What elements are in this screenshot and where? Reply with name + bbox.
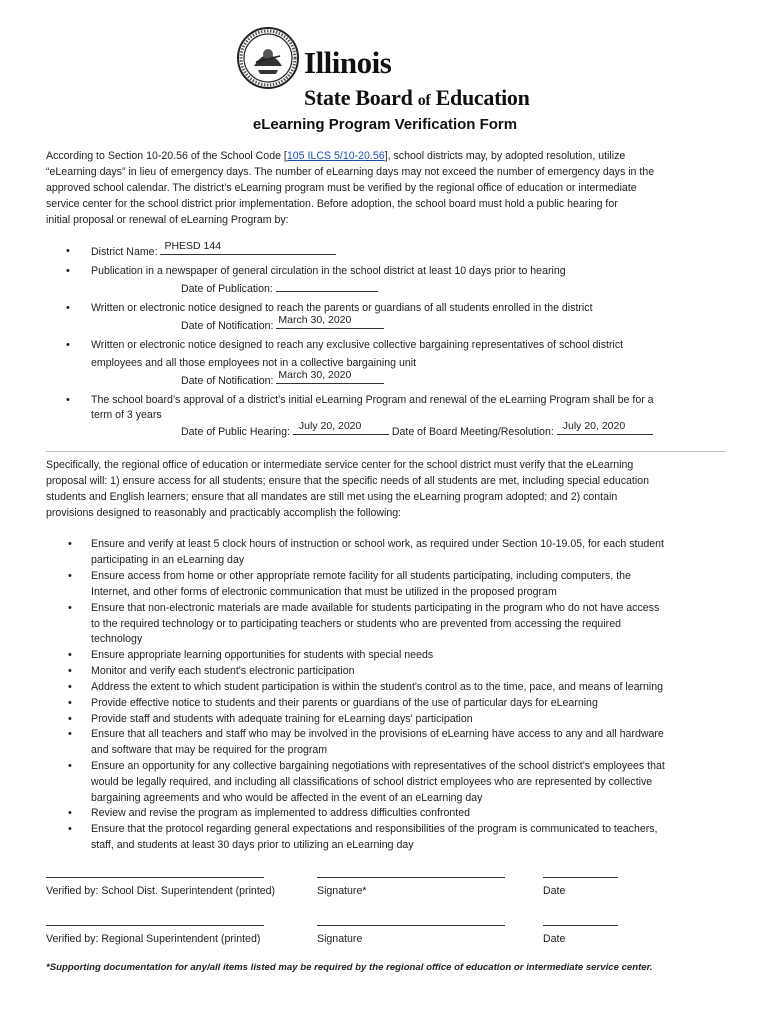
notice1-date-label: Date of Notification: bbox=[181, 320, 277, 332]
meeting-date-field[interactable] bbox=[557, 420, 653, 435]
bullet-icon: • bbox=[68, 649, 72, 661]
meeting-date-label: Date of Board Meeting/Resolution: bbox=[391, 426, 557, 438]
notice2-date-row bbox=[181, 369, 384, 389]
hearing-date-label: Date of Public Hearing: bbox=[181, 426, 293, 438]
notice2-date-value: March 30, 2020 bbox=[278, 369, 352, 381]
district-name-field[interactable] bbox=[160, 240, 336, 255]
intro-line-3: approved school calendar. The district’s eLearning program must be verified by the regional office of education or intermediate bbox=[46, 182, 637, 194]
intro-line-1a: According to Section 10-20.56 of the School Code [ bbox=[46, 150, 287, 162]
intro-line-5: initial proposal or renewal of eLearning Program by: bbox=[46, 214, 289, 226]
notice1-date-value: March 30, 2020 bbox=[278, 314, 352, 326]
bullet-icon: • bbox=[68, 823, 72, 835]
verify-line-2: proposal will: 1) ensure access for all students; ensure that the specific needs of all students are met, including special education bbox=[46, 475, 650, 487]
publication-date-row bbox=[181, 280, 378, 297]
verify-line-1: Specifically, the regional office of education or intermediate service center for the school district must verify that the eLearning bbox=[46, 459, 634, 471]
state-seal-icon bbox=[236, 26, 300, 90]
date-2-label: Date bbox=[543, 933, 566, 945]
publication-line: Publication in a newspaper of general circulation in the school district at least 10 days prior to hearing bbox=[91, 265, 566, 277]
bullet-icon: • bbox=[68, 760, 72, 772]
section-divider bbox=[46, 451, 726, 452]
logo-sub-a: State Board bbox=[304, 85, 418, 110]
bullet-icon: • bbox=[68, 697, 72, 709]
notice1-date-row bbox=[181, 314, 384, 334]
requirement-line: Ensure that the protocol regarding general expectations and responsibilities of the program is communicated to teachers, bbox=[91, 823, 658, 835]
logo-subtitle bbox=[304, 86, 530, 113]
intro-line-1b: ], school districts may, by adopted resolution, utilize bbox=[384, 150, 626, 162]
requirement-line: Ensure appropriate learning opportunities for students with special needs bbox=[91, 649, 434, 661]
requirement-line: Provide staff and students with adequate training for eLearning days' participation bbox=[91, 713, 473, 725]
notice2-date-field[interactable] bbox=[276, 369, 384, 384]
superintendent-name-line[interactable] bbox=[46, 877, 264, 878]
notice2-line-2: employees and all those employees not in a collective bargaining unit bbox=[91, 357, 417, 369]
requirement-line: staff, and students at least 30 days prior to utilizing an eLearning day bbox=[91, 839, 414, 851]
requirement-line: Ensure and verify at least 5 clock hours of instruction or school work, as required under Section 10-19.05, for each student bbox=[91, 538, 664, 550]
hearing-date-value: July 20, 2020 bbox=[298, 420, 362, 432]
notice2-line-1: Written or electronic notice designed to reach any exclusive collective bargaining representatives of school district bbox=[91, 339, 624, 351]
date-2-line[interactable] bbox=[543, 925, 618, 926]
superintendent-label: Verified by: School Dist. Superintendent (printed) bbox=[46, 885, 276, 897]
publication-date-label: Date of Publication: bbox=[181, 283, 276, 295]
signature-2-line[interactable] bbox=[317, 925, 505, 926]
bullet-icon: • bbox=[68, 570, 72, 582]
notice2-date-label: Date of Notification: bbox=[181, 375, 277, 387]
publication-date-field[interactable] bbox=[276, 280, 378, 292]
notice1-line: Written or electronic notice designed to reach the parents or guardians of all students enrolled in the district bbox=[91, 302, 593, 314]
signature-1-line[interactable] bbox=[317, 877, 505, 878]
requirement-line: Internet, and other forms of electronic communication that must be utilized in the proposed program bbox=[91, 586, 557, 598]
date-1-label: Date bbox=[543, 885, 566, 897]
intro-line-2: “eLearning days” in lieu of emergency days. The number of eLearning days may not exceed the number of emergency days in the bbox=[46, 166, 655, 178]
bullet-icon: • bbox=[66, 394, 70, 406]
requirement-line: participating in an eLearning day bbox=[91, 554, 245, 566]
verify-line-4: provisions designed to reasonably and practicably accomplish the following: bbox=[46, 507, 402, 519]
statute-link[interactable]: 105 ILCS 5/10-20.56 bbox=[286, 150, 385, 162]
requirement-line: technology bbox=[91, 633, 143, 645]
requirement-line: bargaining agreements and who would be affected in the event of an eLearning day bbox=[91, 792, 483, 804]
logo-title: Illinois bbox=[304, 45, 392, 80]
footer-note: *Supporting documentation for any/all items listed may be required by the regional office of education or intermediate service center. bbox=[46, 962, 653, 973]
intro-line-1 bbox=[46, 148, 625, 164]
bullet-icon: • bbox=[68, 665, 72, 677]
requirement-line: Provide effective notice to students and their parents or guardians of the use of particular days for eLearning bbox=[91, 697, 598, 709]
hearing-date-field[interactable] bbox=[293, 420, 389, 435]
logo-sub-of: of bbox=[417, 92, 431, 109]
meeting-date-value: July 20, 2020 bbox=[562, 420, 626, 432]
bullet-icon: • bbox=[68, 713, 72, 725]
district-name-value: PHESD 144 bbox=[164, 240, 222, 252]
requirement-line: Ensure that non-electronic materials are made available for students participating in the program who do not have access bbox=[91, 602, 660, 614]
approval-line-2: term of 3 years bbox=[91, 409, 162, 421]
bullet-icon: • bbox=[68, 807, 72, 819]
requirement-line: Ensure access from home or other appropriate remote facility for all students participating, including computers, the bbox=[91, 570, 631, 582]
signature-1-label: Signature* bbox=[317, 885, 367, 897]
hearing-date-row bbox=[181, 420, 653, 440]
form-title: eLearning Program Verification Form bbox=[252, 116, 518, 133]
isbe-logo bbox=[236, 26, 536, 110]
notice1-date-field[interactable] bbox=[276, 314, 384, 329]
requirement-line: would be legally required, and including all classifications of school district employees who are represented by collective bbox=[91, 776, 653, 788]
requirement-line: and software that may be required for the program bbox=[91, 744, 328, 756]
regional-label: Verified by: Regional Superintendent (printed) bbox=[46, 933, 261, 945]
regional-name-line[interactable] bbox=[46, 925, 264, 926]
requirement-line: Ensure an opportunity for any collective bargaining negotiations with representatives of the school district's employees that bbox=[91, 760, 665, 772]
bullet-icon: • bbox=[66, 245, 70, 257]
intro-line-4: service center for the school district prior implementation. Before adoption, the school board must hold a public hearing for bbox=[46, 198, 618, 210]
signature-2-label: Signature bbox=[317, 933, 363, 945]
date-1-line[interactable] bbox=[543, 877, 618, 878]
district-name-row bbox=[91, 240, 336, 260]
requirement-line: Review and revise the program as implemented to address difficulties confronted bbox=[91, 807, 471, 819]
bullet-icon: • bbox=[66, 265, 70, 277]
bullet-icon: • bbox=[68, 728, 72, 740]
bullet-icon: • bbox=[68, 538, 72, 550]
bullet-icon: • bbox=[68, 602, 72, 614]
bullet-icon: • bbox=[66, 302, 70, 314]
bullet-icon: • bbox=[66, 339, 70, 351]
district-label: District Name: bbox=[91, 246, 161, 258]
approval-line-1: The school board’s approval of a district’s initial eLearning Program and renewal of the eLearning Program shall be for a bbox=[91, 394, 654, 406]
bullet-icon: • bbox=[68, 681, 72, 693]
requirement-line: Address the extent to which student participation is within the student's control as to the time, pace, and means of learning bbox=[91, 681, 664, 693]
verify-line-3: students and English learners; ensure that all mandates are still met using the eLearning program adopted; and 2) contain bbox=[46, 491, 618, 503]
requirement-line: to the required technology or to participating teachers or students who are prevented from accessing the required bbox=[91, 618, 621, 630]
requirement-line: Ensure that all teachers and staff who may be involved in the provisions of eLearning have access to any and all hardware bbox=[91, 728, 664, 740]
logo-sub-b: Education bbox=[430, 85, 530, 110]
requirement-line: Monitor and verify each student's electronic participation bbox=[91, 665, 355, 677]
